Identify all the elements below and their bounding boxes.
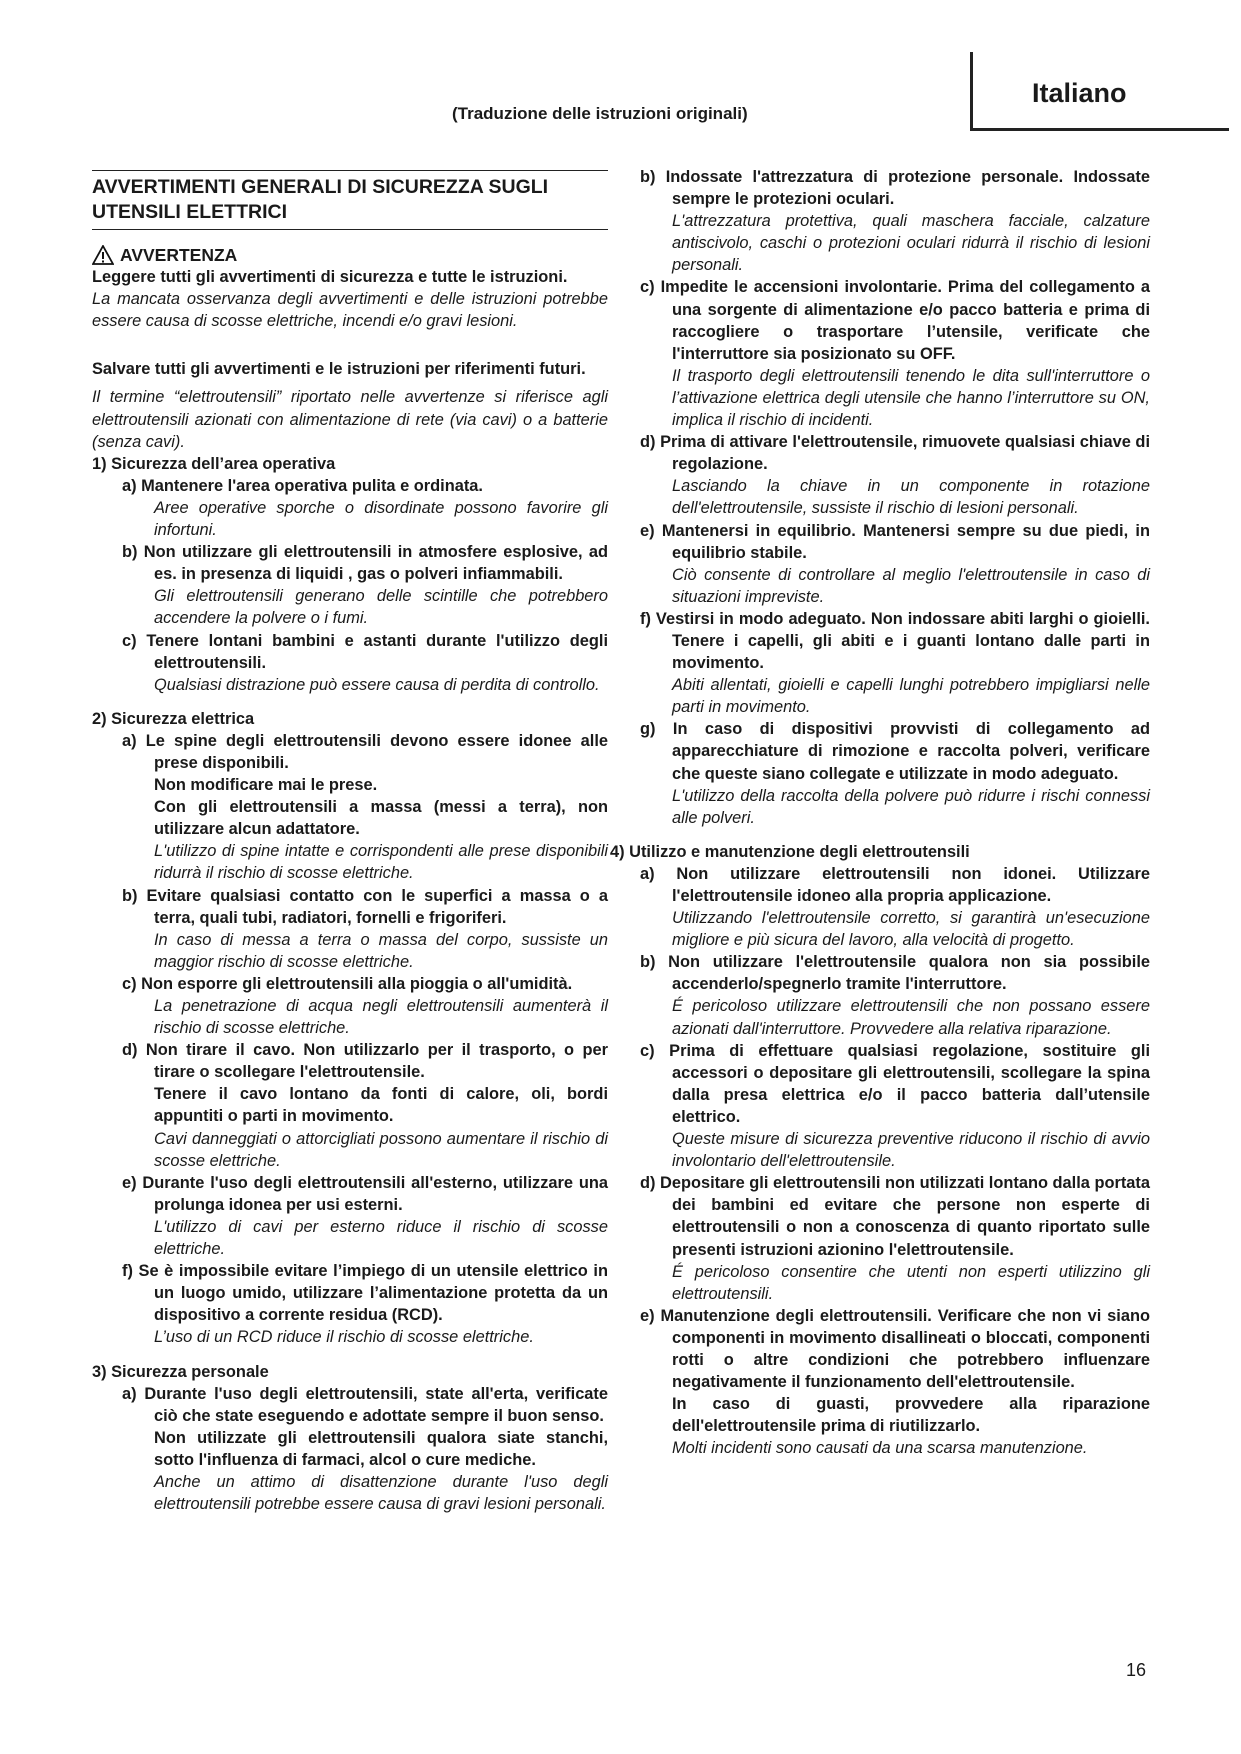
- item-3b-bold: b) Indossate l'attrezzatura di protezione personale. Indossate sempre le protezioni oculari.: [640, 168, 1150, 209]
- item-2a-bold-3: Con gli elettroutensili a massa (messi a terra), non utilizzare alcun adattatore.: [154, 798, 608, 839]
- term-definition: Il termine “elettroutensili” riportato nelle avvertenze si riferisce agli elettroutensili azionati con alimentazione di rete (via cavi) o a batterie (senza cavi).: [92, 388, 608, 451]
- section-1-title: 1) Sicurezza dell’area operativa: [92, 454, 336, 473]
- section-2-title: 2) Sicurezza elettrica: [92, 709, 255, 728]
- item-4e-bold-1: e) Manutenzione degli elettroutensili. Verificare che non vi siano componenti in movimento disallineati o bloccati, componenti rotti o altre condizioni che potrebbero influenzare negativamente il funzionamento dell'elettroutensile.: [640, 1306, 1150, 1392]
- item-2e-italic: L'utilizzo di cavi per esterno riduce il rischio di scosse elettriche.: [154, 1217, 608, 1259]
- language-label: Italiano: [1032, 78, 1127, 108]
- item-4d-bold: d) Depositare gli elettroutensili non utilizzati lontano dalla portata dei bambini ed evitare che persone non esperte di elettroutensili o non a conoscenza di quanto riportato sulle presenti istruzioni azionino l'elettroutensile.: [640, 1174, 1150, 1259]
- item-3a-bold-2: Non utilizzate gli elettroutensili qualora siate stanchi, sotto l'influenza di farmaci, alcol o cure mediche.: [154, 1428, 608, 1469]
- section-4-title: 4) Utilizzo e manutenzione degli elettroutensili: [610, 842, 970, 861]
- item-3f-bold: f) Vestirsi in modo adeguato. Non indossare abiti larghi o gioielli. Tenere i capelli, gli abiti e i guanti lontano dalle parti in movimento.: [640, 609, 1150, 673]
- right-column: [610, 166, 1150, 1459]
- warning-bold-text: Leggere tutti gli avvertimenti di sicurezza e tutte le istruzioni.: [92, 268, 568, 287]
- item-4d-italic: É pericoloso consentire che utenti non esperti utilizzino gli elettroutensili.: [672, 1262, 1150, 1303]
- item-2d-bold-1: d) Non tirare il cavo. Non utilizzarlo per il trasporto, o per tirare o scollegare l'elettroutensile.: [122, 1041, 608, 1082]
- warning-title: [92, 244, 608, 266]
- left-column: [92, 166, 608, 1515]
- item-1b-bold: b) Non utilizzare gli elettroutensili in atmosfere esplosive, ad es. in presenza di liquidi , gas o polveri infiammabili.: [122, 543, 608, 584]
- item-3e-bold: e) Mantenersi in equilibrio. Mantenersi sempre su due piedi, in equilibrio stabile.: [640, 521, 1150, 562]
- section-heading: AVVERTIMENTI GENERALI DI SICUREZZA SUGLI UTENSILI ELETTRICI: [92, 170, 608, 230]
- item-2a-bold-1: a) Le spine degli elettroutensili devono essere idonee alle prese disponibili.: [122, 731, 608, 772]
- item-1c-bold: c) Tenere lontani bambini e astanti durante l'utilizzo degli elettroutensili.: [122, 631, 608, 672]
- item-1c-italic: Qualsiasi distrazione può essere causa di perdita di controllo.: [154, 675, 600, 694]
- item-2f-italic: L’uso di un RCD riduce il rischio di scosse elettriche.: [154, 1328, 534, 1347]
- item-2d-bold-2: Tenere il cavo lontano da fonti di calore, oli, bordi appuntiti o parti in movimento.: [154, 1085, 608, 1126]
- item-2b-bold: b) Evitare qualsiasi contatto con le superfici a massa o a terra, quali tubi, radiatori, fornelli e frigoriferi.: [122, 886, 608, 927]
- item-2c-italic: La penetrazione di acqua negli elettroutensili aumenterà il rischio di scosse elettriche.: [154, 997, 608, 1038]
- item-2c-bold: c) Non esporre gli elettroutensili alla pioggia o all'umidità.: [122, 974, 573, 993]
- item-1b-italic: Gli elettroutensili generano delle scintille che potrebbero accendere la polvere o i fumi.: [154, 587, 608, 628]
- item-2f-bold: f) Se è impossibile evitare l’impiego di un utensile elettrico in un luogo umido, utilizzare l’alimentazione protetta da un dispositivo a corrente residua (RCD).: [122, 1262, 608, 1325]
- item-3c-italic: Il trasporto degli elettroutensili tenendo le dita sull'interruttore o l’attivazione elettrica degli utensile che hanno l’interruttore su ON, implica il rischio di incidenti.: [672, 366, 1150, 430]
- item-3e-italic: Ciò consente di controllare al meglio l'elettroutensile in caso di situazioni impreviste.: [672, 565, 1150, 606]
- section-3-title: 3) Sicurezza personale: [92, 1362, 269, 1381]
- item-4e-bold-2: In caso di guasti, provvedere alla riparazione dell'elettroutensile prima di riutilizzarlo.: [672, 1395, 1150, 1436]
- item-4e-italic: Molti incidenti sono causati da una scarsa manutenzione.: [672, 1439, 1088, 1458]
- item-4c-bold: c) Prima di effettuare qualsiasi regolazione, sostituire gli accessori o depositare gli elettroutensili, scollegare la spina dalla presa elettrica e/o il pacco batteria dall’utensile elettrico.: [640, 1041, 1150, 1126]
- item-2a-italic: L'utilizzo di spine intatte e corrispondenti alle prese disponibili ridurrà il rischio di scosse elettriche.: [154, 842, 608, 883]
- item-4b-bold: b) Non utilizzare l'elettroutensile qualora non sia possibile accenderlo/spegnerlo tramite l'interruttore.: [640, 953, 1150, 994]
- item-3d-italic: Lasciando la chiave in un componente in rotazione dell'elettroutensile, sussiste il rischio di lesioni personali.: [672, 477, 1150, 518]
- page-number: 16: [1126, 1660, 1147, 1680]
- item-3d-bold: d) Prima di attivare l'elettroutensile, rimuovete qualsiasi chiave di regolazione.: [640, 433, 1150, 474]
- item-2d-italic: Cavi danneggiati o attorcigliati possono aumentare il rischio di scosse elettriche.: [154, 1129, 608, 1170]
- save-instructions: Salvare tutti gli avvertimenti e le istruzioni per riferimenti futuri.: [92, 360, 586, 379]
- item-4a-italic: Utilizzando l'elettroutensile corretto, si garantirà un'esecuzione migliore e più sicura del lavoro, alla velocità di progetto.: [672, 909, 1150, 950]
- item-2b-italic: In caso di messa a terra o massa del corpo, sussiste un maggior rischio di scosse elettriche.: [154, 930, 608, 971]
- item-3f-italic: Abiti allentati, gioielli e capelli lunghi potrebbero impigliarsi nelle parti in movimento.: [672, 676, 1150, 717]
- item-3a-italic: Anche un attimo di disattenzione durante l'uso degli elettroutensili potrebbe essere causa di gravi lesioni personali.: [154, 1472, 608, 1514]
- item-4b-italic: É pericoloso utilizzare elettroutensili che non possano essere azionati dall'interruttore. Provvedere alla relativa riparazione.: [672, 997, 1150, 1038]
- item-3g-bold: g) In caso di dispositivi provvisti di collegamento ad apparecchiature di rimozione e raccolta polveri, verificare che queste siano collegate e utilizzate in modo adeguato.: [640, 720, 1150, 783]
- item-1a-italic: Aree operative sporche o disordinate possono favorire gli infortuni.: [154, 498, 608, 540]
- item-4c-italic: Queste misure di sicurezza preventive riducono il rischio di avvio involontario dell'elettroutensile.: [672, 1130, 1150, 1171]
- item-1a-bold: a) Mantenere l'area operativa pulita e ordinata.: [122, 476, 483, 495]
- warning-title-text: AVVERTENZA: [120, 245, 238, 265]
- warning-triangle-icon: [92, 245, 114, 265]
- item-4a-bold: a) Non utilizzare elettroutensili non idonei. Utilizzare l'elettroutensile idoneo alla propria applicazione.: [640, 864, 1150, 905]
- item-2a-bold-2: Non modificare mai le prese.: [154, 776, 378, 795]
- item-3a-bold-1: a) Durante l'uso degli elettroutensili, state all'erta, verificate ciò che state eseguendo e adottate sempre il buon senso.: [122, 1384, 608, 1425]
- warning-italic-text: La mancata osservanza degli avvertimenti e delle istruzioni potrebbe essere causa di scosse elettriche, incendi e/o gravi lesioni.: [92, 290, 608, 331]
- page-subtitle: (Traduzione delle istruzioni originali): [452, 104, 748, 123]
- item-2e-bold: e) Durante l'uso degli elettroutensili all'esterno, utilizzare una prolunga idonea per usi esterni.: [122, 1173, 608, 1214]
- item-3c-bold: c) Impedite le accensioni involontarie. Prima del collegamento a una sorgente di alimentazione e/o pacco batteria e prima di raccogliere o trasportare l’utensile, verificate che l'interruttore sia posizionato su OFF.: [640, 278, 1150, 363]
- item-3b-italic: L'attrezzatura protettiva, quali maschera facciale, calzature antiscivolo, caschi o protezioni oculari ridurrà il rischio di lesioni personali.: [672, 212, 1150, 275]
- item-3g-italic: L'utilizzo della raccolta della polvere può ridurre i rischi connessi alle polveri.: [672, 786, 1150, 827]
